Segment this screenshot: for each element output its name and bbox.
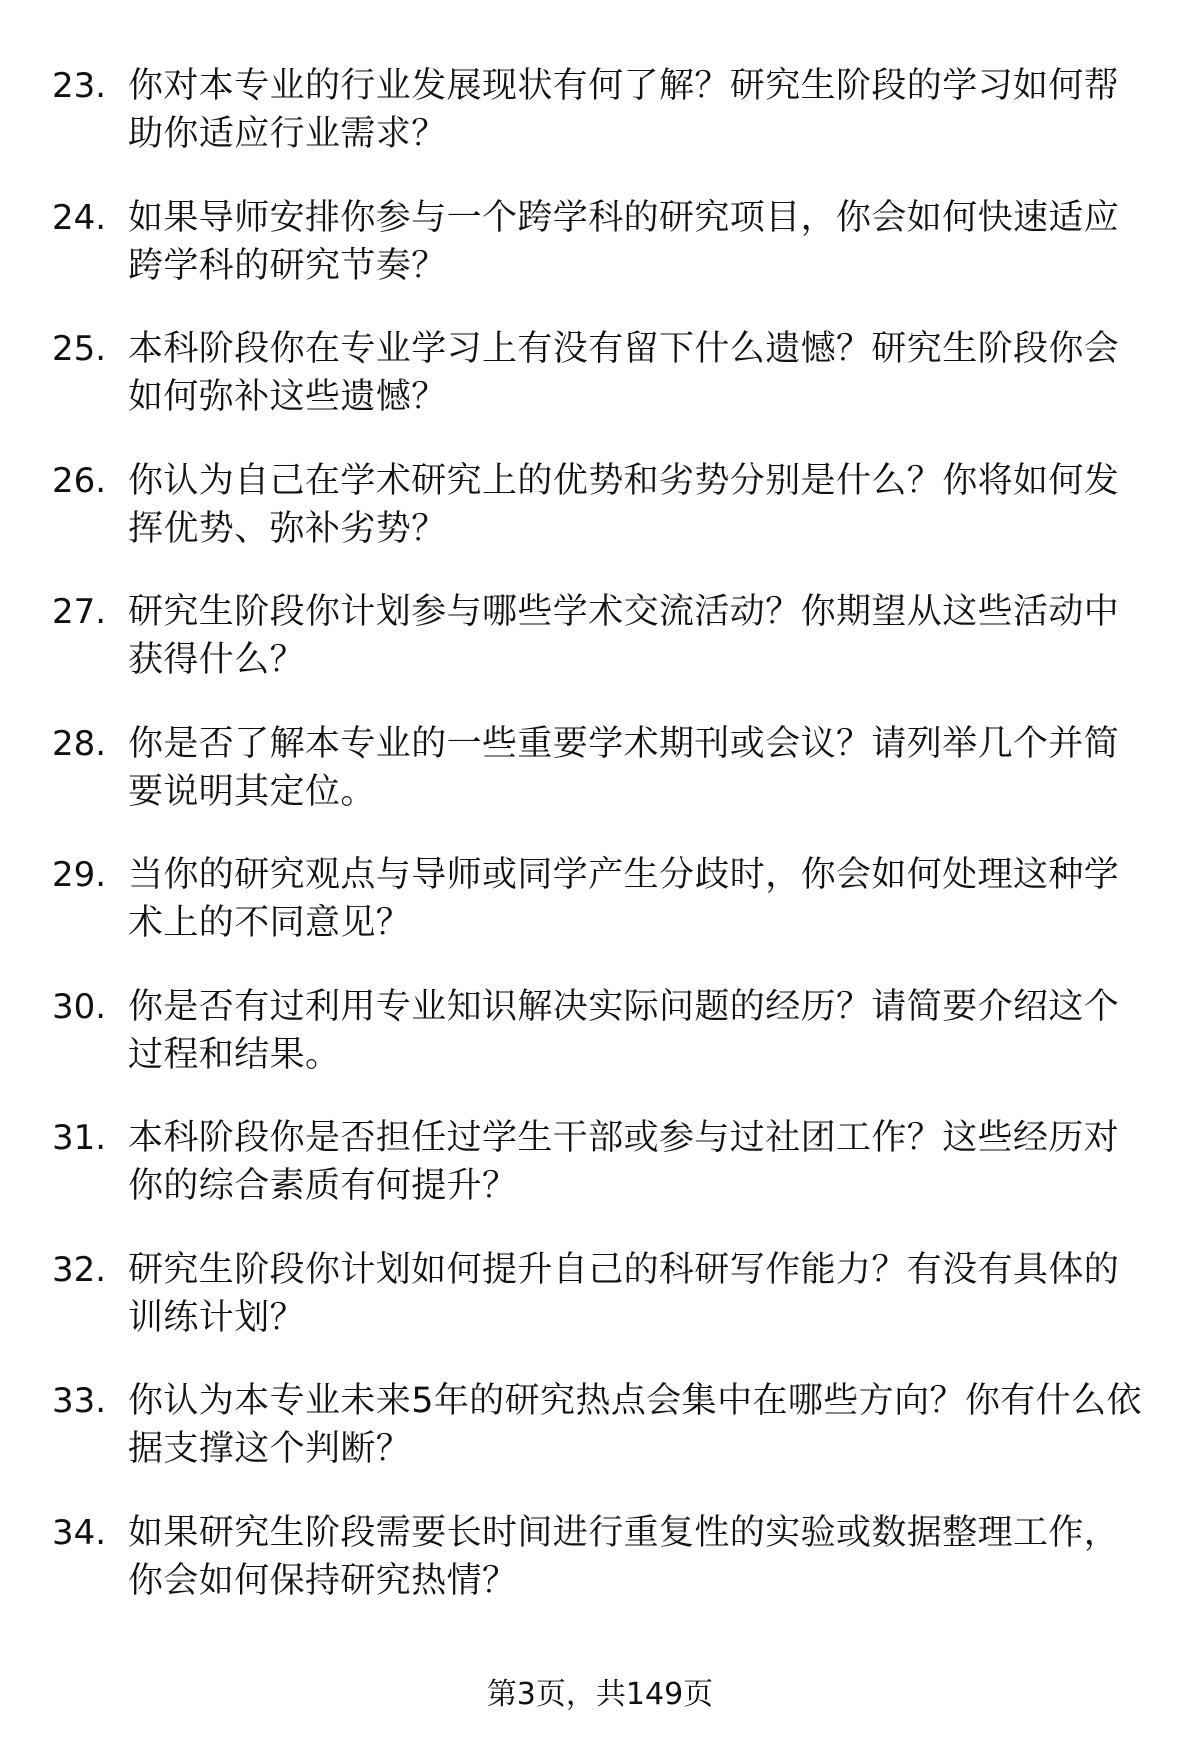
question-line: 挥优势、弥补劣势？	[128, 508, 447, 549]
question-number: 25.	[52, 329, 107, 369]
question-line: 要说明其定位。	[128, 771, 376, 812]
question-line: 研究生阶段你计划参与哪些学术交流活动？你期望从这些活动中	[128, 592, 1120, 632]
question-number: 24.	[52, 197, 107, 238]
question-item	[0, 325, 1200, 421]
question-line: 训练计划？	[128, 1297, 306, 1338]
question-line: 如果导师安排你参与一个跨学科的研究项目，你会如何快速适应	[128, 197, 1120, 238]
question-number: 26.	[52, 460, 107, 501]
question-list	[0, 62, 1200, 1640]
question-number: 31.	[52, 1118, 107, 1158]
question-line: 你认为本专业未来5年的研究热点会集中在哪些方向？你有什么依	[128, 1381, 1142, 1421]
question-number: 30.	[52, 986, 107, 1027]
question-number: 29.	[52, 855, 107, 895]
page-number-label: 第3页，共149页	[486, 1677, 714, 1712]
question-item	[0, 62, 1200, 158]
question-item	[0, 983, 1200, 1079]
question-line: 本科阶段你是否担任过学生干部或参与过社团工作？这些经历对	[128, 1118, 1120, 1158]
question-item	[0, 851, 1200, 947]
question-item	[0, 1377, 1200, 1473]
question-item	[0, 194, 1200, 290]
question-text	[128, 1114, 1178, 1210]
question-number: 27.	[52, 592, 107, 632]
question-line: 研究生阶段你计划如何提升自己的科研写作能力？有没有具体的	[128, 1249, 1120, 1290]
question-line: 你的综合素质有何提升？	[128, 1166, 518, 1206]
page-footer	[0, 1676, 1200, 1714]
question-line: 术上的不同意见？	[128, 903, 412, 943]
question-number: 28.	[52, 723, 107, 764]
question-line: 据支撑这个判断？	[128, 1429, 412, 1469]
question-text	[128, 62, 1178, 158]
question-line: 你认为自己在学术研究上的优势和劣势分别是什么？你将如何发	[128, 460, 1120, 501]
question-text	[128, 720, 1178, 816]
question-text	[128, 194, 1178, 290]
question-text	[128, 1246, 1178, 1342]
question-text	[128, 983, 1178, 1079]
question-item	[0, 1246, 1200, 1342]
question-line: 本科阶段你在专业学习上有没有留下什么遗憾？研究生阶段你会	[128, 329, 1120, 369]
question-line: 当你的研究观点与导师或同学产生分歧时，你会如何处理这种学	[128, 855, 1120, 895]
question-text	[128, 851, 1178, 947]
question-number: 33.	[52, 1381, 107, 1421]
question-text	[128, 1509, 1178, 1605]
question-item	[0, 1509, 1200, 1605]
question-line: 你对本专业的行业发展现状有何了解？研究生阶段的学习如何帮	[128, 66, 1120, 106]
question-item	[0, 1114, 1200, 1210]
question-item	[0, 720, 1200, 816]
question-number: 32.	[52, 1249, 107, 1290]
question-line: 获得什么？	[128, 640, 306, 680]
question-line: 你是否有过利用专业知识解决实际问题的经历？请简要介绍这个	[128, 986, 1120, 1027]
question-text	[128, 588, 1178, 684]
question-text	[128, 457, 1178, 553]
question-line: 如果研究生阶段需要长时间进行重复性的实验或数据整理工作，	[128, 1512, 1120, 1553]
question-line: 助你适应行业需求？	[128, 114, 447, 154]
question-line: 过程和结果。	[128, 1034, 341, 1075]
question-line: 跨学科的研究节奏？	[128, 245, 447, 286]
question-line: 如何弥补这些遗憾？	[128, 377, 447, 417]
question-item	[0, 457, 1200, 553]
question-number: 23.	[52, 66, 107, 106]
question-text	[128, 1377, 1178, 1473]
question-line: 你是否了解本专业的一些重要学术期刊或会议？请列举几个并简	[128, 723, 1120, 764]
question-number: 34.	[52, 1512, 107, 1553]
question-line: 你会如何保持研究热情？	[128, 1560, 518, 1601]
question-item	[0, 588, 1200, 684]
question-text	[128, 325, 1178, 421]
